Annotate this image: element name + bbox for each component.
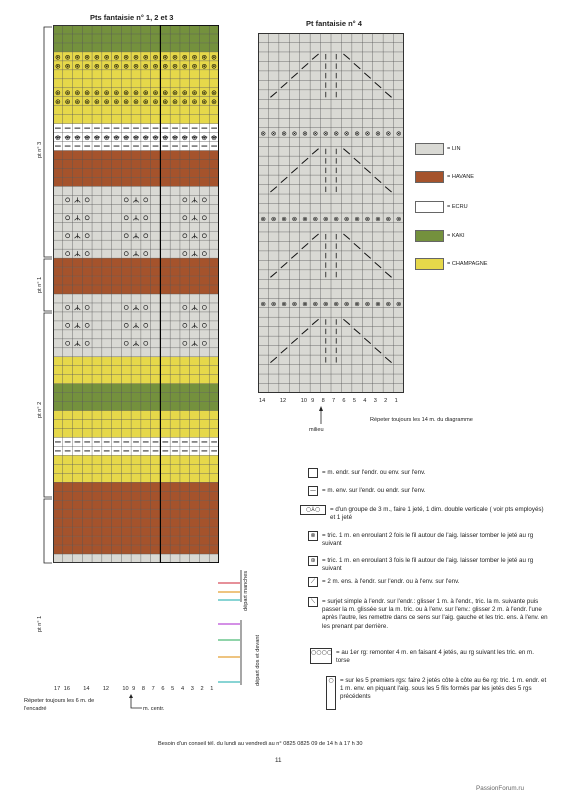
legend-description: = 2 m. ens. à l'endr. sur l'endr. ou à l'env. sur l'env. bbox=[322, 578, 460, 585]
legend-symbol-icon: ⊛ bbox=[308, 556, 318, 566]
chart1-row bbox=[53, 43, 219, 52]
stitch-symbol: ⊛ bbox=[64, 53, 71, 62]
stitch-symbol: ⊛ bbox=[142, 134, 149, 143]
legend-description: = tric. 1 m. en enroulant 3 fois le fil autour de l'aig. laisser tomber le jeté au rg suivant bbox=[322, 557, 534, 573]
stitch-symbol: ⊗ bbox=[354, 214, 360, 223]
chart1-row bbox=[53, 518, 219, 527]
stitch-symbol: ⊛ bbox=[152, 98, 159, 107]
stitch-symbol: ⊛ bbox=[123, 62, 130, 71]
stitch-symbol: ⊛ bbox=[54, 98, 61, 107]
chart1-row bbox=[53, 402, 219, 411]
stitch-symbol: ⊛ bbox=[181, 62, 188, 71]
stitch-symbol: ⊛ bbox=[191, 134, 198, 143]
column-number: 12 bbox=[279, 398, 287, 404]
stitch-symbol: ⊛ bbox=[162, 134, 169, 143]
stitch-symbol: ⊗ bbox=[354, 300, 360, 309]
stitch-symbol: ⊛ bbox=[94, 134, 100, 143]
legend-symbol-icon: ○ bbox=[326, 676, 336, 710]
stitch-symbol: ⊛ bbox=[84, 134, 91, 143]
stitch-symbol: ⊛ bbox=[113, 98, 120, 107]
stitch-symbol: ⊛ bbox=[152, 89, 159, 98]
column-number: 1 bbox=[394, 398, 398, 404]
legend-description: = m. endr. sur l'endr. ou env. sur l'env. bbox=[322, 469, 426, 476]
stitch-symbol: ⊛ bbox=[211, 62, 218, 71]
stitch-symbol: ⊗ bbox=[396, 129, 402, 138]
stitch-symbol: ⊛ bbox=[201, 134, 208, 143]
section-bracket bbox=[44, 313, 52, 497]
stitch-symbol: ⊛ bbox=[181, 53, 188, 62]
stitch-symbol: ⊛ bbox=[142, 98, 149, 107]
column-number: 10 bbox=[122, 686, 129, 692]
stitch-symbol: ⊗ bbox=[343, 300, 350, 309]
stitch-symbol: ⊛ bbox=[113, 89, 120, 98]
stitch-symbol: ⊛ bbox=[133, 53, 139, 62]
chart1-row bbox=[53, 151, 219, 160]
legend-description: = tric. 1 m. en enroulant 2 fois le fil autour de l'aig. laisser tomber le jeté au rg suivant bbox=[322, 532, 534, 548]
stitch-symbol: ⊛ bbox=[123, 134, 130, 143]
chart1-grid bbox=[53, 25, 219, 563]
stitch-symbol: ⊗ bbox=[396, 300, 402, 309]
watermark: PassionForum.ru bbox=[476, 785, 524, 792]
stitch-symbol: ⊗ bbox=[385, 129, 392, 138]
stitch-symbol: ⊛ bbox=[152, 134, 159, 143]
chart1-row bbox=[53, 348, 219, 357]
stitch-symbol: ⊛ bbox=[113, 62, 120, 71]
chart1-row bbox=[53, 411, 219, 420]
stitch-symbol: ⊗ bbox=[375, 214, 381, 223]
stitch-symbol: ⊛ bbox=[133, 62, 139, 71]
chart1-center-label: m. centr. bbox=[143, 706, 165, 712]
stitch-symbol: ⊛ bbox=[103, 53, 110, 62]
side-label-pt2: pt n° 2 bbox=[37, 401, 43, 418]
stitch-symbol: ⊛ bbox=[191, 98, 198, 107]
stitch-symbol: ⊛ bbox=[162, 62, 169, 71]
stitch-symbol: ⊗ bbox=[343, 129, 350, 138]
stitch-symbol: ⊗ bbox=[323, 214, 329, 223]
stitch-symbol: ⊛ bbox=[172, 134, 178, 143]
stitch-symbol: ⊛ bbox=[191, 89, 198, 98]
stitch-symbol: ⊛ bbox=[123, 53, 130, 62]
stitch-symbol: ⊗ bbox=[333, 129, 339, 138]
chart1-row bbox=[53, 545, 219, 554]
stitch-symbol: ⊛ bbox=[103, 89, 110, 98]
legend-symbol-icon: ⊗ bbox=[308, 531, 318, 541]
chart1-row bbox=[53, 455, 219, 464]
swatch-ecru bbox=[415, 201, 444, 213]
footer-text: Besoin d'un conseil tél. du lundi au vendredi au n° 0825 0825 09 de 14 h à 17 h 30 bbox=[158, 741, 363, 747]
stitch-symbol: ⊛ bbox=[103, 134, 110, 143]
stitch-symbol: ⊛ bbox=[64, 134, 71, 143]
swatch-label: = CHAMPAGNE bbox=[447, 261, 488, 267]
stitch-symbol: ⊛ bbox=[123, 89, 130, 98]
stitch-symbol: ⊛ bbox=[113, 53, 120, 62]
stitch-symbol: ⊛ bbox=[84, 98, 91, 107]
column-number: 6 bbox=[342, 398, 346, 404]
chart2-title: Pt fantaisie n° 4 bbox=[306, 19, 362, 28]
chart1-row bbox=[53, 267, 219, 276]
stitch-symbol: ⊗ bbox=[364, 214, 371, 223]
chart2-center-label: milieu bbox=[309, 427, 324, 433]
stitch-symbol: ⊗ bbox=[333, 300, 339, 309]
stitch-symbol: ⊛ bbox=[74, 89, 81, 98]
stitch-symbol: ⊛ bbox=[191, 53, 198, 62]
stitch-symbol: ⊛ bbox=[181, 98, 188, 107]
stitch-symbol: ⊗ bbox=[270, 214, 277, 223]
stitch-symbol: ⊛ bbox=[162, 89, 169, 98]
stitch-symbol: ⊗ bbox=[333, 214, 339, 223]
chart2-grid bbox=[258, 33, 404, 393]
stitch-symbol: ⊗ bbox=[281, 214, 287, 223]
stitch-symbol: ⊛ bbox=[201, 89, 208, 98]
column-number: 12 bbox=[102, 686, 110, 692]
column-number: 4 bbox=[363, 398, 367, 404]
chart1-row bbox=[53, 204, 219, 213]
stitch-symbol: ⊗ bbox=[385, 300, 392, 309]
stitch-symbol: ⊛ bbox=[152, 53, 159, 62]
legend-description: = d'un groupe de 3 m., faire 1 jeté, 1 dim. double verticale ( voir pts employés) et 1 jeté bbox=[330, 506, 544, 522]
stitch-symbol: ⊗ bbox=[302, 214, 308, 223]
column-number: 5 bbox=[171, 686, 175, 692]
stitch-symbol: ⊛ bbox=[133, 89, 139, 98]
column-number: 10 bbox=[300, 398, 307, 404]
section-bracket bbox=[44, 259, 52, 311]
stitch-symbol: ⊛ bbox=[74, 134, 81, 143]
stitch-symbol: ⊛ bbox=[64, 89, 71, 98]
stitch-symbol: ⊗ bbox=[354, 129, 360, 138]
stitch-symbol: ⊛ bbox=[133, 134, 139, 143]
stitch-symbol: ⊗ bbox=[270, 300, 277, 309]
column-number: 3 bbox=[190, 686, 194, 692]
chart1-row bbox=[53, 177, 219, 186]
column-number: 9 bbox=[311, 398, 315, 404]
chart1-row bbox=[53, 294, 219, 303]
side-label-pt3: pt n° 3 bbox=[37, 141, 43, 158]
stitch-symbol: ⊗ bbox=[291, 300, 298, 309]
stitch-symbol: ⊗ bbox=[364, 129, 371, 138]
stitch-symbol: ⊗ bbox=[291, 129, 298, 138]
chart1-row bbox=[53, 357, 219, 366]
chart1-row bbox=[53, 491, 219, 500]
side-label-pt1-bottom: pt n° 1 bbox=[37, 615, 43, 632]
swatch-label: = HAVANE bbox=[447, 174, 474, 180]
chart1-row bbox=[53, 115, 219, 124]
chart1-row bbox=[53, 536, 219, 545]
center-arrow bbox=[128, 694, 144, 712]
stitch-symbol: ⊗ bbox=[260, 300, 266, 309]
column-number: 8 bbox=[141, 686, 145, 692]
swatch-label: = LIN bbox=[447, 146, 461, 152]
stitch-symbol: ⊛ bbox=[211, 98, 218, 107]
stitch-symbol: ⊛ bbox=[181, 134, 188, 143]
stitch-symbol: ⊗ bbox=[312, 129, 319, 138]
chart1-row bbox=[53, 366, 219, 375]
stitch-symbol: ⊛ bbox=[64, 62, 71, 71]
chart1-row bbox=[53, 79, 219, 88]
stitch-symbol: ⊛ bbox=[54, 62, 61, 71]
stitch-symbol: ⊛ bbox=[54, 89, 61, 98]
milieu-arrow bbox=[316, 405, 326, 425]
stitch-symbol: ⊛ bbox=[133, 98, 139, 107]
stitch-symbol: ⊛ bbox=[172, 53, 178, 62]
chart1-row bbox=[53, 285, 219, 294]
chart1-row bbox=[53, 473, 219, 482]
stitch-symbol: ⊛ bbox=[74, 98, 81, 107]
legend-symbol-icon: ⟋ bbox=[308, 577, 318, 587]
column-number: 2 bbox=[200, 686, 204, 692]
stitch-symbol: ⊛ bbox=[172, 62, 178, 71]
chart1-row bbox=[53, 554, 219, 563]
chart1-row bbox=[53, 160, 219, 169]
chart1-row bbox=[53, 276, 219, 285]
stitch-symbol: ⊗ bbox=[343, 214, 350, 223]
chart1-row bbox=[53, 384, 219, 393]
chart1-row bbox=[53, 375, 219, 384]
chart1-row bbox=[53, 500, 219, 509]
stitch-symbol: ⊗ bbox=[385, 214, 392, 223]
stitch-symbol: ⊛ bbox=[113, 134, 120, 143]
chart1-row bbox=[53, 527, 219, 536]
stitch-symbol: ⊛ bbox=[142, 53, 149, 62]
stitch-symbol: ⊗ bbox=[302, 129, 308, 138]
stitch-symbol: ⊛ bbox=[94, 53, 100, 62]
chart1-row bbox=[53, 106, 219, 115]
stitch-symbol: ⊛ bbox=[172, 98, 178, 107]
legend-description: = au 1er rg: remonter 4 m. en faisant 4 jetés, au rg suivant les tric. en m. torse bbox=[336, 649, 534, 665]
swatch-label: = KAKI bbox=[447, 233, 465, 239]
swatch-lin bbox=[415, 143, 444, 155]
stitch-symbol: ⊗ bbox=[281, 300, 287, 309]
chart1-row bbox=[53, 34, 219, 43]
legend-description: = surjet simple à l'endr. sur l'endr.: glisser 1 m. à l'endr., tric. la m. suivante puis passer la m. glissée sur la m. tric. ou à l'env. sur l'env.: glisser 2 m. à l'endr. l'une après l'autre, les remettre dans ce sens sur l'aig. gauche et les tric. ens. à l'env. en les prenant par derrière. bbox=[322, 598, 548, 630]
chart1-row bbox=[53, 393, 219, 402]
chart1-row bbox=[53, 429, 219, 438]
label-depart-dos-devant: départ dos et devant bbox=[255, 634, 261, 686]
legend-description: = sur les 5 premiers rgs: faire 2 jetés côte à côte au 6e rg: tric. 1 m. endr. et 1 m. env. en piquant l'aig. sous les 5 fils formés par les jetés des 5 rgs précédents bbox=[340, 677, 547, 701]
stitch-symbol: ⊛ bbox=[94, 98, 100, 107]
legend-symbol-icon: ○⅄○ bbox=[300, 505, 326, 515]
stitch-symbol: ⊛ bbox=[181, 89, 188, 98]
stitch-symbol: ⊛ bbox=[103, 98, 110, 107]
stitch-symbol: ⊛ bbox=[84, 53, 91, 62]
chart1-row bbox=[53, 70, 219, 79]
column-number: 14 bbox=[83, 686, 90, 692]
column-number: 5 bbox=[352, 398, 356, 404]
stitch-symbol: ⊗ bbox=[312, 300, 319, 309]
chart1-row bbox=[53, 330, 219, 339]
chart1-row bbox=[53, 240, 219, 249]
legend-symbol-icon bbox=[308, 468, 318, 478]
stitch-symbol: ⊛ bbox=[74, 62, 81, 71]
stitch-symbol: ⊗ bbox=[260, 129, 266, 138]
stitch-symbol: ⊛ bbox=[64, 98, 71, 107]
legend-symbol-icon: — bbox=[310, 487, 316, 494]
stitch-symbol: ⊗ bbox=[281, 129, 287, 138]
stitch-symbol: ⊛ bbox=[191, 62, 198, 71]
stitch-symbol: ⊛ bbox=[54, 53, 61, 62]
stitch-symbol: ⊗ bbox=[375, 129, 381, 138]
stitch-symbol: ⊛ bbox=[152, 62, 159, 71]
chart1-title: Pts fantaisie n° 1, 2 et 3 bbox=[90, 13, 174, 22]
legend-symbol-icon: ⟍ bbox=[308, 597, 318, 607]
legend-description: = m. env. sur l'endr. ou endr. sur l'env. bbox=[322, 487, 426, 494]
stitch-symbol: ⊗ bbox=[302, 300, 308, 309]
stitch-symbol: ⊗ bbox=[312, 214, 319, 223]
chart1-row bbox=[53, 168, 219, 177]
stitch-symbol: ⊛ bbox=[201, 53, 208, 62]
stitch-symbol: ⊛ bbox=[84, 62, 91, 71]
column-number: 7 bbox=[151, 686, 155, 692]
stitch-symbol: ⊛ bbox=[123, 98, 130, 107]
stitch-symbol: ⊛ bbox=[201, 98, 208, 107]
column-number: 2 bbox=[384, 398, 388, 404]
stitch-symbol: ⊗ bbox=[323, 300, 329, 309]
stitch-symbol: ⊛ bbox=[162, 53, 169, 62]
stitch-symbol: ⊛ bbox=[94, 62, 100, 71]
chart1-row bbox=[53, 464, 219, 473]
stitch-symbol: ⊗ bbox=[364, 300, 371, 309]
stitch-symbol: ⊛ bbox=[211, 134, 218, 143]
chart1-row bbox=[53, 482, 219, 491]
swatch-label: = ECRU bbox=[447, 204, 468, 210]
chart1-repeat-note: Répeter toujours les 6 m. de l'encadré bbox=[24, 698, 95, 712]
column-number: 7 bbox=[332, 398, 336, 404]
chart1-row bbox=[53, 25, 219, 34]
section-bracket bbox=[44, 27, 52, 257]
chart1-row bbox=[53, 186, 219, 195]
column-number: 8 bbox=[321, 398, 325, 404]
label-depart-manches: départ manches bbox=[243, 570, 249, 611]
chart1-brackets bbox=[32, 25, 54, 565]
stitch-symbol: ⊗ bbox=[323, 129, 329, 138]
stitch-symbol: ⊛ bbox=[211, 53, 218, 62]
column-number: 17 bbox=[54, 686, 61, 692]
stitch-symbol: ⊛ bbox=[74, 53, 81, 62]
page-number: 11 bbox=[275, 757, 282, 764]
stitch-symbol: ⊛ bbox=[162, 98, 169, 107]
stitch-symbol: ⊗ bbox=[396, 214, 402, 223]
chart2-bottom-numbers bbox=[258, 398, 404, 407]
stitch-symbol: ⊗ bbox=[375, 300, 381, 309]
stitch-symbol: ⊗ bbox=[291, 214, 298, 223]
chart1-row bbox=[53, 420, 219, 429]
column-number: 14 bbox=[259, 398, 266, 404]
stitch-symbol: ⊗ bbox=[260, 214, 266, 223]
section-bracket bbox=[44, 499, 52, 563]
column-number: 1 bbox=[210, 686, 214, 692]
stitch-symbol: ⊛ bbox=[54, 134, 61, 143]
column-number: 3 bbox=[373, 398, 377, 404]
column-number: 4 bbox=[180, 686, 185, 692]
stitch-symbol: ⊛ bbox=[94, 89, 100, 98]
chart1-row bbox=[53, 222, 219, 231]
swatch-champagne bbox=[415, 258, 444, 270]
chart1-row bbox=[53, 509, 219, 518]
stitch-symbol: ⊛ bbox=[201, 62, 208, 71]
chart1-row bbox=[53, 312, 219, 321]
column-number: 16 bbox=[63, 686, 70, 692]
column-number: 9 bbox=[132, 686, 136, 692]
swatch-kaki bbox=[415, 230, 444, 242]
stitch-symbol: ⊛ bbox=[211, 89, 218, 98]
column-number: 6 bbox=[161, 686, 165, 692]
legend-symbol-icon: ○○○○ bbox=[310, 648, 332, 664]
swatch-havane bbox=[415, 171, 444, 183]
stitch-symbol: ⊛ bbox=[103, 62, 110, 71]
stitch-symbol: ⊛ bbox=[142, 62, 149, 71]
stitch-symbol: ⊛ bbox=[172, 89, 178, 98]
stitch-symbol: ⊗ bbox=[270, 129, 277, 138]
stitch-symbol: ⊛ bbox=[84, 89, 91, 98]
side-label-pt1-top: pt n° 1 bbox=[37, 276, 43, 293]
chart1-row bbox=[53, 258, 219, 267]
chart2-repeat-note: Répeter toujours les 14 m. du diagramme bbox=[370, 417, 473, 423]
stitch-symbol: ⊛ bbox=[142, 89, 149, 98]
